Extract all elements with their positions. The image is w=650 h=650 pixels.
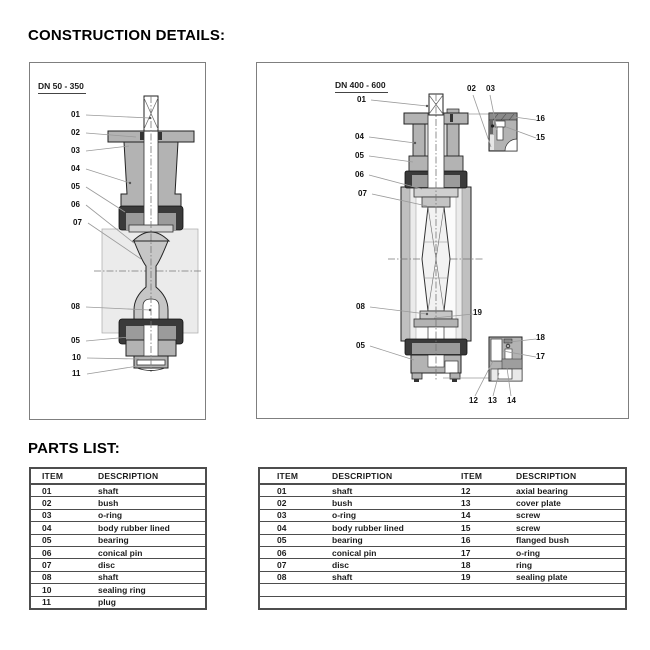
table-row [30, 546, 206, 558]
table-cell: 18 [444, 559, 499, 571]
table-row [30, 571, 206, 583]
detail-view-bottom [489, 337, 522, 381]
callout-11: 11 [72, 369, 81, 378]
callout-06: 06 [71, 200, 80, 209]
table-cell: plug [87, 596, 206, 609]
callout-02: 02 [71, 128, 80, 137]
table-cell: 14 [444, 509, 499, 521]
table-row [259, 596, 626, 609]
detail-screw [498, 369, 512, 379]
table-cell: 19 [444, 571, 499, 583]
table-cell: 16 [444, 534, 499, 546]
callout-04: 04 [71, 164, 80, 173]
table-row [30, 484, 206, 497]
table-cell: o-ring [87, 509, 206, 521]
table-cell: 02 [30, 497, 87, 509]
table-cell: 01 [30, 484, 87, 497]
detail-view-top [489, 113, 517, 151]
table-cell: body rubber lined [87, 522, 206, 534]
table-cell: ring [499, 559, 626, 571]
column-header: DESCRIPTION [87, 468, 206, 484]
table-cell: sealing ring [87, 584, 206, 596]
table-row [259, 534, 626, 546]
table-cell: 06 [259, 546, 315, 558]
column-header: DESCRIPTION [315, 468, 444, 484]
callout-05b: 05 [71, 336, 80, 345]
diagram-panel-dn400-600 [256, 62, 629, 419]
table-cell: 11 [30, 596, 87, 609]
callout-08: 08 [356, 302, 365, 311]
table-cell: 08 [259, 571, 315, 583]
table-cell: disc [315, 559, 444, 571]
table-cell: sealing plate [499, 571, 626, 583]
table-cell [499, 596, 626, 609]
table-cell [499, 584, 626, 596]
callout-12: 12 [469, 396, 478, 405]
callout-19: 19 [473, 308, 482, 317]
callout-04: 04 [355, 132, 364, 141]
table-row [30, 584, 206, 596]
header-row [259, 468, 626, 484]
table-cell: 17 [444, 546, 499, 558]
table-row [259, 522, 626, 534]
table-cell: bearing [87, 534, 206, 546]
table-row [30, 534, 206, 546]
callout-05b: 05 [356, 341, 365, 350]
callout-08: 08 [71, 302, 80, 311]
table-cell: bearing [315, 534, 444, 546]
detail-ring [504, 339, 512, 343]
o-ring-seal [450, 114, 453, 122]
flange-bush-detail [447, 109, 459, 113]
table-cell: shaft [315, 571, 444, 583]
table-cell: bush [315, 497, 444, 509]
parts-table-dn50-350 [29, 467, 207, 610]
table-row [259, 497, 626, 509]
table-cell: 13 [444, 497, 499, 509]
table-row [30, 509, 206, 521]
table-row [259, 571, 626, 583]
diagram-panel-dn50-350 [29, 62, 206, 420]
table-cell: 15 [444, 522, 499, 534]
detail-screw-shank [497, 127, 503, 140]
parts-table-dn400-600 [258, 467, 627, 610]
header-row [30, 468, 206, 484]
table-cell: 05 [30, 534, 87, 546]
table-cell: 01 [259, 484, 315, 497]
callout-06: 06 [355, 170, 364, 179]
table-cell: screw [499, 522, 626, 534]
valve-drawing-dn400-600 [257, 63, 628, 418]
callout-01: 01 [71, 110, 80, 119]
cap-foot [412, 373, 422, 379]
table-cell: 07 [259, 559, 315, 571]
o-ring-seal [158, 132, 162, 140]
table-cell: 04 [259, 522, 315, 534]
table-cell [444, 596, 499, 609]
callout-18: 18 [536, 333, 545, 342]
cap-notch [445, 361, 458, 373]
table-cell: cover plate [499, 497, 626, 509]
cap-foot-nub [414, 379, 419, 382]
callout-05: 05 [355, 151, 364, 160]
valve-drawing-dn50-350 [30, 63, 205, 419]
range-label-dn400-600: DN 400 - 600 [335, 80, 388, 93]
callout-10: 10 [72, 353, 81, 362]
callout-05: 05 [71, 182, 80, 191]
column-header: ITEM [30, 468, 87, 484]
table-row [30, 596, 206, 609]
callout-13: 13 [488, 396, 497, 405]
table-cell: 06 [30, 546, 87, 558]
table-cell: o-ring [499, 546, 626, 558]
table-cell [259, 584, 315, 596]
column-header: ITEM [259, 468, 315, 484]
table-cell: 02 [259, 497, 315, 509]
table-cell: 04 [30, 522, 87, 534]
neck-wall-left [413, 124, 425, 158]
table-cell: screw [499, 509, 626, 521]
table-cell: 07 [30, 559, 87, 571]
table-row [259, 546, 626, 558]
table-cell: shaft [87, 571, 206, 583]
bush-seal [140, 132, 144, 140]
table-cell [444, 584, 499, 596]
callout-15: 15 [536, 133, 545, 142]
table-cell: bush [87, 497, 206, 509]
column-header: ITEM [444, 468, 499, 484]
table-cell: flanged bush [499, 534, 626, 546]
cap-foot-nub [452, 379, 457, 382]
callout-17: 17 [536, 352, 545, 361]
callout-14: 14 [507, 396, 516, 405]
callout-01: 01 [357, 95, 366, 104]
table-cell: body rubber lined [315, 522, 444, 534]
table-cell: 03 [30, 509, 87, 521]
table-row [30, 522, 206, 534]
table-cell [315, 584, 444, 596]
table-row [259, 559, 626, 571]
table-cell: shaft [315, 484, 444, 497]
table-cell: o-ring [315, 509, 444, 521]
table-cell: 03 [259, 509, 315, 521]
callout-07: 07 [73, 218, 82, 227]
table-cell: conical pin [87, 546, 206, 558]
construction-details-heading: CONSTRUCTION DETAILS: [28, 27, 226, 44]
table-cell: 08 [30, 571, 87, 583]
table-row [30, 559, 206, 571]
detail-o-ring [491, 124, 494, 127]
table-row [30, 497, 206, 509]
callout-02: 02 [467, 84, 476, 93]
range-label-dn50-350: DN 50 - 350 [38, 81, 86, 94]
table-cell: 10 [30, 584, 87, 596]
table-cell [259, 596, 315, 609]
callout-03: 03 [71, 146, 80, 155]
table-cell: disc [87, 559, 206, 571]
table-cell: conical pin [315, 546, 444, 558]
table-cell: shaft [87, 484, 206, 497]
parts-list-heading: PARTS LIST: [28, 440, 120, 457]
table-cell: 05 [259, 534, 315, 546]
table-cell: axial bearing [499, 484, 626, 497]
callout-07: 07 [358, 189, 367, 198]
table-row [259, 584, 626, 596]
callout-16: 16 [536, 114, 545, 123]
column-header: DESCRIPTION [499, 468, 626, 484]
table-cell [315, 596, 444, 609]
table-row [259, 484, 626, 497]
table-cell: 12 [444, 484, 499, 497]
callout-03: 03 [486, 84, 495, 93]
table-row [259, 509, 626, 521]
neck-wall-right [447, 124, 459, 158]
